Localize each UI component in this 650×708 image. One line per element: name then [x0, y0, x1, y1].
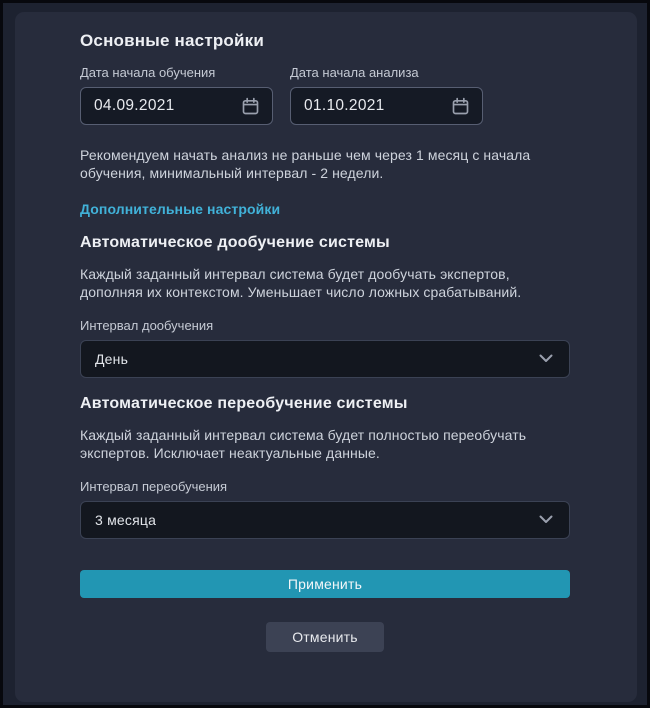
analysis-start-date-field [290, 65, 483, 125]
retrain-section-heading: Автоматическое переобучение системы [80, 395, 408, 412]
analysis-hint-text: Рекомендуем начать анализ не раньше чем через 1 месяц с начала обучения, минимальный интервал - 2 недели. [80, 147, 531, 181]
training-start-date-field [80, 65, 273, 125]
retrain-interval-value: 3 месяца [95, 512, 157, 528]
chevron-down-icon [539, 511, 553, 529]
advanced-settings-link[interactable]: Дополнительные настройки [80, 201, 281, 217]
finetune-section-heading: Автоматическое дообучение системы [80, 234, 390, 251]
calendar-icon[interactable] [450, 96, 471, 117]
retrain-section-description: Каждый заданный интервал система будет полностью переобучать экспертов. Исключает неактуальные данные. [80, 427, 527, 461]
analysis-start-date-value: 01.10.2021 [304, 97, 385, 114]
chevron-down-icon [539, 350, 553, 368]
date-fields-row [80, 65, 570, 125]
cancel-button[interactable]: Отменить [266, 622, 384, 652]
training-start-date-value: 04.09.2021 [94, 97, 175, 114]
finetune-section-description: Каждый заданный интервал система будет дообучать экспертов, дополняя их контекстом. Уменьшает число ложных срабатываний. [80, 266, 522, 300]
calendar-icon[interactable] [240, 96, 261, 117]
retrain-section [80, 395, 570, 539]
finetune-section [80, 234, 570, 378]
finetune-interval-select[interactable] [80, 340, 570, 378]
analysis-start-date-label: Дата начала анализа [290, 65, 419, 80]
retrain-interval-select[interactable] [80, 501, 570, 539]
training-start-date-input[interactable] [80, 87, 273, 125]
finetune-interval-value: День [95, 351, 129, 367]
finetune-interval-label: Интервал дообучения [80, 318, 214, 333]
retrain-interval-label: Интервал переобучения [80, 479, 228, 494]
apply-button[interactable]: Применить [80, 570, 570, 598]
page-title: Основные настройки [80, 31, 265, 50]
training-start-date-label: Дата начала обучения [80, 65, 216, 80]
settings-panel [15, 12, 637, 702]
analysis-start-date-input[interactable] [290, 87, 483, 125]
